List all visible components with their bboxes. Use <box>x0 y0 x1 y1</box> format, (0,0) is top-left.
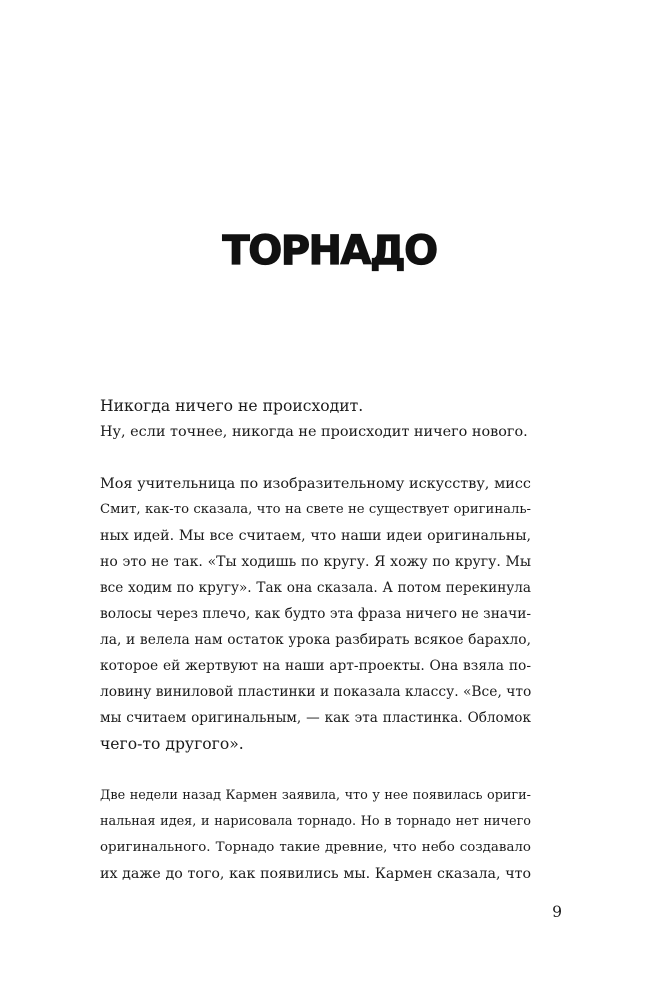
text-line: но это не так. «Ты ходишь по кругу. Я хожу по кругу. Мы <box>100 554 531 570</box>
text-line: ловину виниловой пластинки и показала классу. «Все, что <box>100 684 532 700</box>
text-line: Никогда ничего не происходит. <box>100 397 364 415</box>
text-line: все ходим по кругу». Так она сказала. А потом перекинула <box>100 580 531 596</box>
text-line: которое ей жертвуют на наши арт-проекты. Она взяла по- <box>100 658 531 674</box>
paragraph-3 <box>100 783 531 887</box>
text-line: Смит, как-то сказала, что на свете не существует оригиналь- <box>100 502 531 517</box>
text-line: мы считаем оригинальным, — как эта пластинка. Обломок <box>100 710 531 726</box>
text-line: Моя учительница по изобразительному искусству, мисс <box>100 476 531 492</box>
paragraph-2 <box>100 471 531 757</box>
text-line: ла, и велела нам остаток урока разбирать всякое барахло, <box>100 632 531 648</box>
text-line: чего-то другого». <box>100 735 244 753</box>
body-text <box>100 393 531 887</box>
text-line: ных идей. Мы все считаем, что наши идеи оригинальны, <box>100 528 531 544</box>
text-line: оригинального. Торнадо такие древние, что небо создавало <box>100 840 531 855</box>
text-line: Две недели назад Кармен заявила, что у нее появилась ориги- <box>100 788 531 803</box>
paragraph-1 <box>100 393 531 445</box>
page-number: 9 <box>552 903 562 921</box>
text-line: волосы через плечо, как будто эта фраза ничего не значи- <box>100 606 532 622</box>
text-line: нальная идея, и нарисовала торнадо. Но в торнадо нет ничего <box>100 814 531 829</box>
text-line: их даже до того, как появились мы. Кармен сказала, что <box>100 866 531 882</box>
chapter-title: ТОРНАДО <box>222 228 437 274</box>
text-line: Ну, если точнее, никогда не происходит ничего нового. <box>100 424 528 440</box>
